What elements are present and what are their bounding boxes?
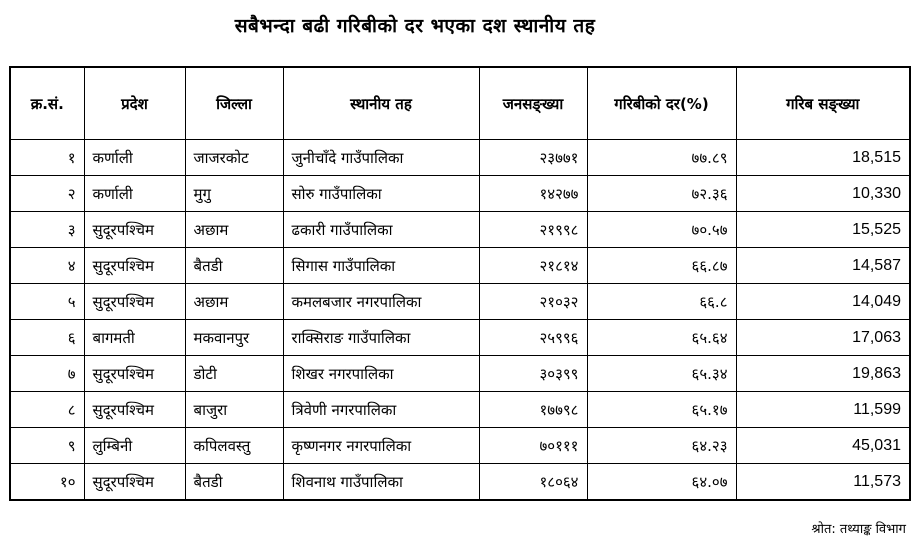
serial-cell: १०	[10, 464, 84, 501]
district-cell: बैतडी	[185, 248, 283, 284]
province-cell: सुदूरपश्चिम	[84, 248, 185, 284]
column-header-district: जिल्ला	[185, 67, 283, 140]
table-row	[10, 464, 910, 501]
district-cell: बैतडी	[185, 464, 283, 501]
district-cell: मकवानपुर	[185, 320, 283, 356]
province-cell: सुदूरपश्चिम	[84, 356, 185, 392]
province-cell: कर्णाली	[84, 176, 185, 212]
district-cell: कपिलवस्तु	[185, 428, 283, 464]
column-header-poor-count: गरिब सङ्ख्या	[736, 67, 910, 140]
population-cell: २५९९६	[479, 320, 587, 356]
local-level-cell: शिखर नगरपालिका	[283, 356, 479, 392]
poverty-rate-cell: ६६.८	[587, 284, 736, 320]
province-cell: लुम्बिनी	[84, 428, 185, 464]
poverty-rate-cell: ७०.५७	[587, 212, 736, 248]
local-level-cell: जुनीचाँदे गाउँपालिका	[283, 140, 479, 176]
column-header-poverty-rate: गरिबीको दर(%)	[587, 67, 736, 140]
poverty-rate-cell: ६५.३४	[587, 356, 736, 392]
column-header-local-level: स्थानीय तह	[283, 67, 479, 140]
poverty-rate-cell: ६४.०७	[587, 464, 736, 501]
table-header-row	[10, 67, 910, 140]
page-title: सबैभन्दा बढी गरिबीको दर भएका दश स्थानीय तह	[234, 15, 596, 37]
population-cell: १४२७७	[479, 176, 587, 212]
district-cell: बाजुरा	[185, 392, 283, 428]
province-cell: सुदूरपश्चिम	[84, 392, 185, 428]
local-level-cell: सोरु गाउँपालिका	[283, 176, 479, 212]
local-level-cell: सिगास गाउँपालिका	[283, 248, 479, 284]
population-cell: २३७७१	[479, 140, 587, 176]
local-level-cell: शिवनाथ गाउँपालिका	[283, 464, 479, 501]
poor-count-cell: 11,573	[736, 464, 910, 501]
column-header-province: प्रदेश	[84, 67, 185, 140]
district-cell: डोटी	[185, 356, 283, 392]
local-level-cell: त्रिवेणी नगरपालिका	[283, 392, 479, 428]
poverty-table	[9, 66, 911, 501]
column-header-population: जनसङ्ख्या	[479, 67, 587, 140]
serial-cell: १	[10, 140, 84, 176]
population-cell: २१९९८	[479, 212, 587, 248]
local-level-cell: कृष्णनगर नगरपालिका	[283, 428, 479, 464]
table-row	[10, 356, 910, 392]
district-cell: अछाम	[185, 212, 283, 248]
source-note: श्रोत: तथ्याङ्क विभाग	[811, 522, 906, 537]
table-row	[10, 392, 910, 428]
table-row	[10, 248, 910, 284]
population-cell: ७०१११	[479, 428, 587, 464]
poor-count-cell: 14,587	[736, 248, 910, 284]
poor-count-cell: 18,515	[736, 140, 910, 176]
province-cell: कर्णाली	[84, 140, 185, 176]
serial-cell: ४	[10, 248, 84, 284]
population-cell: २१८१४	[479, 248, 587, 284]
population-cell: ३०३९९	[479, 356, 587, 392]
table-row	[10, 284, 910, 320]
table-row	[10, 212, 910, 248]
poverty-rate-cell: ६६.८७	[587, 248, 736, 284]
poverty-rate-cell: ६४.२३	[587, 428, 736, 464]
population-cell: १७७९८	[479, 392, 587, 428]
province-cell: सुदूरपश्चिम	[84, 284, 185, 320]
serial-cell: ३	[10, 212, 84, 248]
serial-cell: ५	[10, 284, 84, 320]
table-row	[10, 428, 910, 464]
serial-cell: ७	[10, 356, 84, 392]
poor-count-cell: 15,525	[736, 212, 910, 248]
serial-cell: ८	[10, 392, 84, 428]
poor-count-cell: 45,031	[736, 428, 910, 464]
serial-cell: २	[10, 176, 84, 212]
serial-cell: ९	[10, 428, 84, 464]
local-level-cell: राक्सिराङ गाउँपालिका	[283, 320, 479, 356]
poverty-rate-cell: ६५.६४	[587, 320, 736, 356]
poor-count-cell: 10,330	[736, 176, 910, 212]
population-cell: १८०६४	[479, 464, 587, 501]
district-cell: अछाम	[185, 284, 283, 320]
poverty-rate-cell: ७७.८९	[587, 140, 736, 176]
poor-count-cell: 17,063	[736, 320, 910, 356]
table-row	[10, 140, 910, 176]
column-header-serial: क्र.सं.	[10, 67, 84, 140]
poverty-rate-cell: ६५.१७	[587, 392, 736, 428]
serial-cell: ६	[10, 320, 84, 356]
province-cell: सुदूरपश्चिम	[84, 464, 185, 501]
province-cell: सुदूरपश्चिम	[84, 212, 185, 248]
district-cell: मुगु	[185, 176, 283, 212]
poor-count-cell: 14,049	[736, 284, 910, 320]
poor-count-cell: 11,599	[736, 392, 910, 428]
poor-count-cell: 19,863	[736, 356, 910, 392]
poverty-rate-cell: ७२.३६	[587, 176, 736, 212]
table-row	[10, 320, 910, 356]
local-level-cell: कमलबजार नगरपालिका	[283, 284, 479, 320]
table-row	[10, 176, 910, 212]
population-cell: २१०३२	[479, 284, 587, 320]
local-level-cell: ढकारी गाउँपालिका	[283, 212, 479, 248]
province-cell: बागमती	[84, 320, 185, 356]
district-cell: जाजरकोट	[185, 140, 283, 176]
